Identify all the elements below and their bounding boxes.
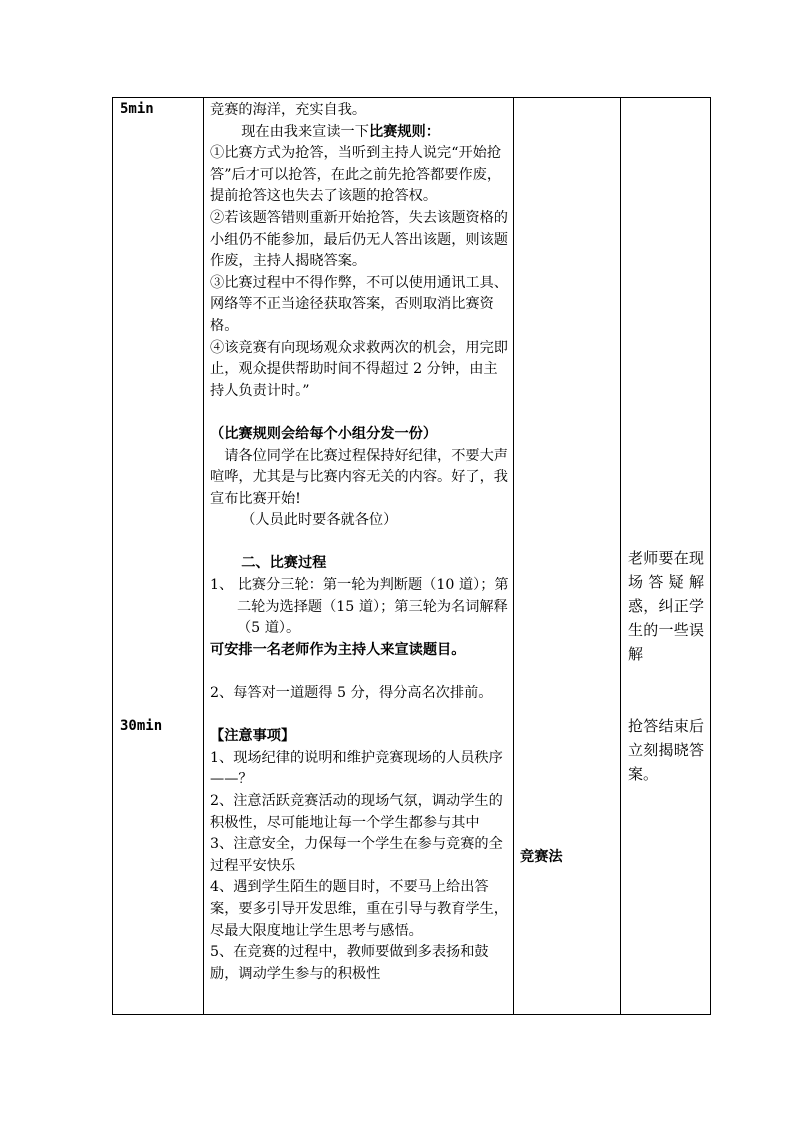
content-line: （人员此时要各就各位） bbox=[241, 512, 398, 529]
blank-line bbox=[210, 705, 509, 727]
content-line: 4、遇到学生陌生的题目时，不要马上给出答案，要多引导开发思维，重在引导与教育学生，尽最大限度地让学生思考与感悟。 bbox=[210, 879, 508, 939]
content-line: ②若该题答错则重新开始抢答，失去该题资格的小组仍不能参加，最后仍无人答出该题，则该题作废，主持人揭晓答案。 bbox=[210, 209, 508, 270]
method-label: 竞赛法 bbox=[520, 849, 563, 865]
content-text bbox=[204, 98, 513, 985]
content-line: 可安排一名老师作为主持人来宣读题目。 bbox=[210, 641, 466, 658]
blank-line bbox=[210, 402, 509, 424]
content-line: ③比赛过程中不得作弊，不可以使用通讯工具、网络等不正当途径获取答案，否则取消比赛资格。 bbox=[210, 274, 508, 334]
blank-line bbox=[210, 661, 509, 683]
content-line: 请各位同学在比赛过程保持好纪律，不要大声喧哗，尤其是与比赛内容无关的内容。好了，我宣布比赛开始! bbox=[210, 447, 508, 507]
content-line: 5、在竞赛的过程中，教师要做到多表扬和鼓励，调动学生参与的积极性 bbox=[210, 944, 489, 982]
content-line: 【注意事项】 bbox=[210, 728, 296, 745]
content-line: 1、 比赛分三轮：第一轮为判断题（10 道）；第二轮为选择题（15 道）；第三轮为名词解释（5 道）。 bbox=[210, 577, 509, 637]
lesson-plan-table bbox=[112, 97, 711, 1015]
time-30min: 30min bbox=[120, 718, 163, 734]
method-cell bbox=[514, 98, 621, 1015]
content-line: 竞赛的海洋，充实自我。 bbox=[210, 102, 367, 118]
notes-text bbox=[621, 98, 710, 786]
note-answer-questions: 老师要在现场答疑解惑，纠正学生的一些误解 bbox=[628, 549, 704, 663]
content-line: ④该竞赛有向现场观众求救两次的机会，用完即止，观众提供帮助时间不得超过 2 分钟，由主持人负责计时。” bbox=[210, 339, 508, 399]
content-line: 2、注意活跃竞赛活动的现场气氛，调动学生的积极性，尽可能地让每一个学生都参与其中 bbox=[210, 793, 503, 831]
note-reveal-answers: 抢答结束后立刻揭晓答案。 bbox=[628, 717, 704, 783]
content-cell bbox=[204, 98, 514, 1015]
content-line: 二、比赛过程 bbox=[241, 555, 327, 572]
content-line: ①比赛方式为抢答，当听到主持人说完“开始抢答”后才可以抢答，在此之前先抢答都要作废，提前抢答这也失去了该题的抢答权。 bbox=[210, 145, 502, 205]
notes-cell bbox=[621, 98, 711, 1015]
time-cell bbox=[113, 98, 204, 1015]
time-5min: 5min bbox=[120, 101, 154, 117]
content-line: 2、每答对一道题得 5 分，得分高名次排前。 bbox=[210, 685, 493, 702]
content-line: 3、注意安全，力保每一个学生在参与竞赛的全过程平安快乐 bbox=[210, 836, 503, 874]
table-row bbox=[113, 98, 711, 1015]
content-line: 1、现场纪律的说明和维护竞赛现场的人员秩序——？ bbox=[210, 749, 503, 788]
blank-line bbox=[210, 532, 509, 554]
content-line: 现在由我来宣读一下比赛规则： bbox=[241, 123, 440, 140]
content-line: （比赛规则会给每个小组分发一份） bbox=[210, 425, 438, 442]
